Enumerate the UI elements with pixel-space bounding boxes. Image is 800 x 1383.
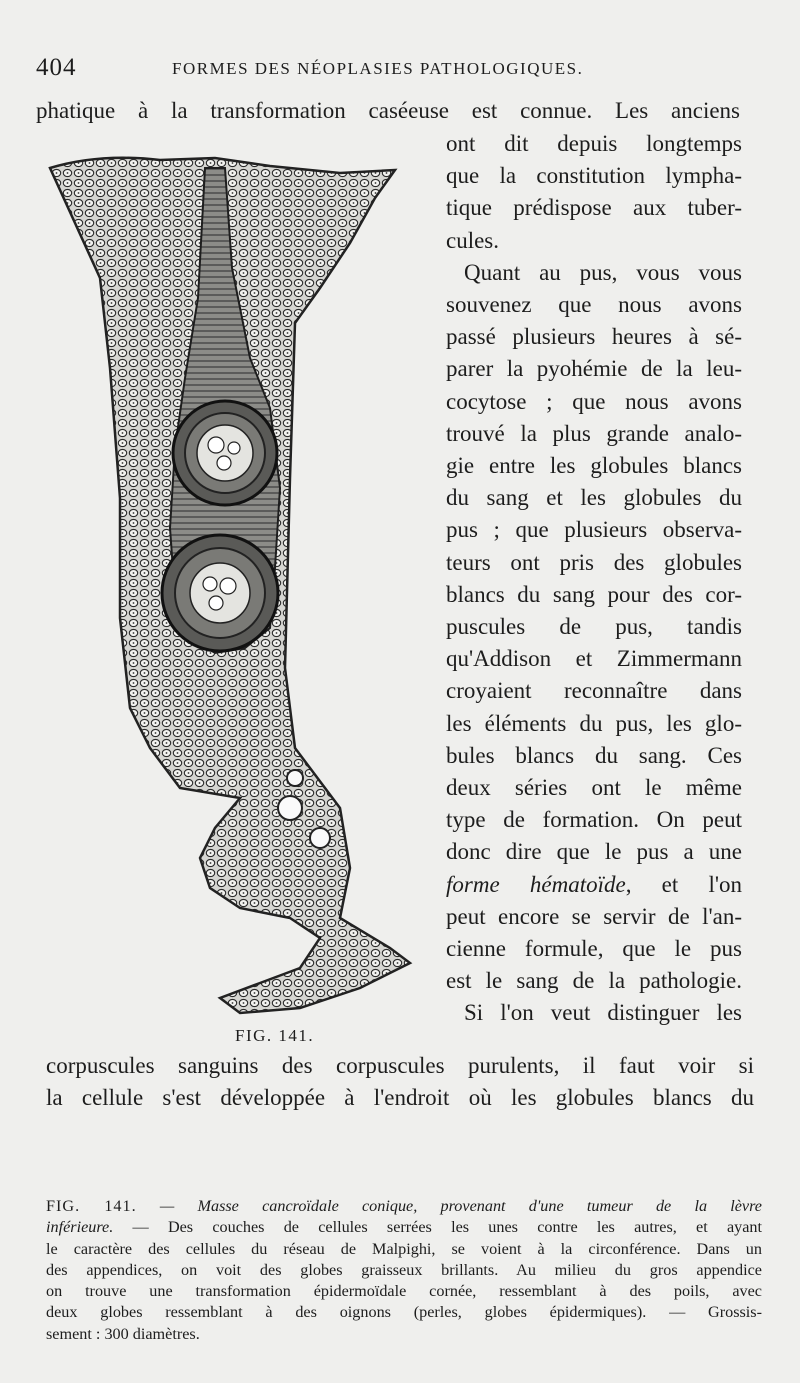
text-line: pus ; que plusieurs observa- xyxy=(446,517,742,543)
text-line: les éléments du pus, les glo- xyxy=(446,710,742,736)
text-line: souvenez que nous avons xyxy=(446,292,742,318)
figure-label: FIG. 141. xyxy=(235,1026,315,1045)
text-line: que la constitution lympha- xyxy=(446,163,742,189)
text-line: qu'Addison et Zimmermann xyxy=(446,646,742,672)
text-line: Quant au pus, vous vous xyxy=(464,259,742,285)
text-line: la cellule s'est développée à l'endroit où les globules blancs du xyxy=(46,1085,754,1111)
caption-line: deux globes ressemblant à des oignons (perles, globes épidermiques). — Grossis- xyxy=(46,1303,762,1322)
text-line: passé plusieurs heures à sé- xyxy=(446,324,742,350)
page-header xyxy=(36,54,756,84)
text-line: corpuscules sanguins des corpuscules purulents, il faut voir si xyxy=(46,1053,754,1078)
text-line-italic xyxy=(446,869,742,901)
text-line: ont dit depuis longtemps xyxy=(446,131,742,156)
text-line: parer la pyohémie de la leu- xyxy=(446,356,742,382)
text-line: teurs ont pris des globules xyxy=(446,549,742,575)
text-line: du sang et les globules du xyxy=(446,485,742,511)
text-line: cocytose ; que nous avons xyxy=(446,388,742,414)
text-line: Si l'on veut distinguer les xyxy=(464,1000,742,1026)
text-line: peut encore se servir de l'an- xyxy=(446,903,742,929)
caption-text: — Des couches de cellules serrées les unes contre les autres, et ayant xyxy=(132,1218,762,1237)
body-text-right-column xyxy=(446,128,742,1030)
caption-line xyxy=(46,1217,762,1238)
text-line: bules blancs du sang. Ces xyxy=(446,742,742,768)
running-head: FORMES DES NÉOPLASIES PATHOLOGIQUES. xyxy=(172,59,584,78)
text-line: phatique à la transformation caséeuse est connue. Les anciens xyxy=(36,98,740,123)
body-text-bottom xyxy=(46,1050,754,1114)
body-text-top xyxy=(36,95,740,127)
italic-phrase: forme hématoïde xyxy=(446,871,626,897)
caption-line xyxy=(46,1196,762,1217)
text-line: gie entre les globules blancs xyxy=(446,453,742,479)
text-line: tique prédispose aux tuber- xyxy=(446,195,742,221)
text-line: cules. xyxy=(446,227,500,253)
text-fragment: , et l'on xyxy=(625,871,742,897)
caption-title: — Masse cancroïdale conique, provenant d'une tumeur de la lèvre xyxy=(159,1197,762,1215)
page-number: 404 xyxy=(36,54,77,81)
text-line: est le sang de la pathologie. xyxy=(446,968,742,994)
caption-line: on trouve une transformation épidermoïdale cornée, ressemblant à des poils, avec xyxy=(46,1282,762,1301)
caption-fig-label: FIG. 141. xyxy=(46,1197,137,1215)
caption-title-end: inférieure. xyxy=(46,1218,114,1237)
caption-line: des appendices, on voit des globes graisseux brillants. Au milieu du gros appendice xyxy=(46,1260,762,1279)
text-line: deux séries ont le même xyxy=(446,775,742,801)
text-line: blancs du sang pour des cor- xyxy=(446,581,742,607)
figure-caption xyxy=(46,1196,762,1345)
text-line: croyaient reconnaître dans xyxy=(446,678,742,704)
caption-line: sement : 300 diamètres. xyxy=(46,1324,200,1343)
histology-illustration xyxy=(40,148,440,1043)
fat-globe xyxy=(278,796,302,820)
text-line: cienne formule, que le pus xyxy=(446,936,742,962)
caption-line: le caractère des cellules du réseau de Malpighi, se voient à la circonférence. Dans un xyxy=(46,1239,762,1258)
figure-141 xyxy=(40,148,440,1043)
text-line: type de formation. On peut xyxy=(446,807,742,833)
text-line: puscules de pus, tandis xyxy=(446,614,742,640)
text-line: donc dire que le pus a une xyxy=(446,839,742,865)
text-line: trouvé la plus grande analo- xyxy=(446,420,742,446)
